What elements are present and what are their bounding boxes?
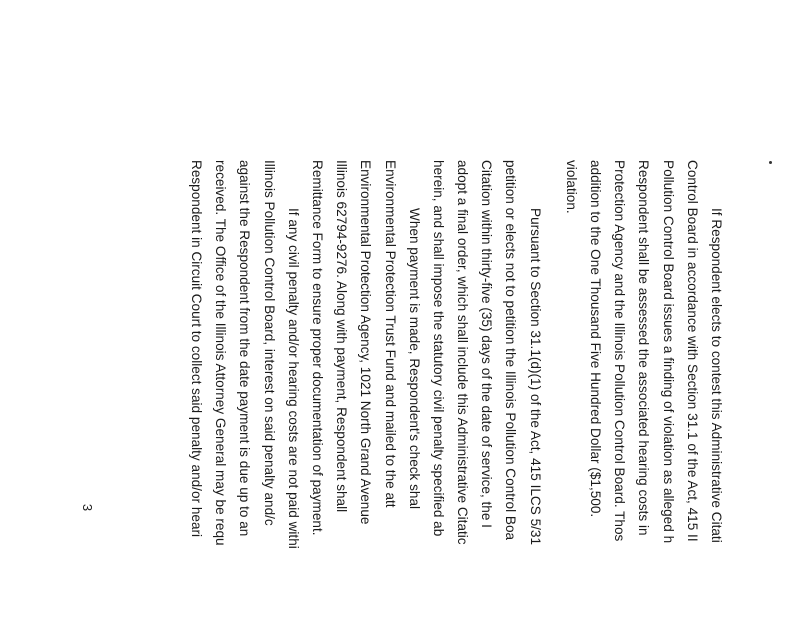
paragraph-line: against the Respondent from the date payment is due up to an <box>237 160 253 537</box>
paragraph-line: Control Board in accordance with Section 31.1 of the Act, 415 II <box>684 160 700 542</box>
paragraph-line: adopt a final order, which shall include this Administrative Citatic <box>455 160 471 545</box>
paragraph-line: Remittance Form to ensure proper documentation of payment. <box>310 160 325 536</box>
paragraph-line: Environmental Protection Trust Fund and mailed to the att <box>382 160 398 508</box>
paragraph-line: Environmental Protection Agency, 1021 North Grand Avenue <box>358 160 374 525</box>
paragraph-line: Illinois Pollution Control Board, interest on said penalty and/c <box>261 160 277 526</box>
paragraph-line: Illinois 62794-9276. Along with payment, Respondent shall <box>334 160 350 513</box>
paragraph-line: Pursuant to Section 31.1(d)(1) of the Act, 415 ILCS 5/31 <box>527 208 543 546</box>
paragraph-line: violation. <box>563 160 579 214</box>
page-number: 3 <box>80 503 96 512</box>
paragraph-line: Citation within thirty-five (35) days of the date of service, the I <box>479 160 495 528</box>
paragraph-line: petition or elects not to petition the Illinois Pollution Control Boa <box>503 160 519 541</box>
paragraph-line: When payment is made, Respondent's check shal <box>406 208 422 510</box>
paragraph-line: If Respondent elects to contest this Administrative Citati <box>709 208 724 543</box>
paragraph-line: herein, and shall impose the statutory civil penalty specified ab <box>430 160 446 537</box>
paragraph-line: Respondent in Circuit Court to collect said penalty and/or heari <box>189 160 205 538</box>
paragraph-line: received. The Office of the Illinois Attorney General may be requ <box>213 160 229 546</box>
paragraph-line: addition to the One Thousand Five Hundred Dollar ($1,500. <box>588 160 604 518</box>
scan-speck <box>769 161 772 164</box>
paragraph-line: Pollution Control Board issues a finding of violation as alleged h <box>660 160 676 544</box>
paragraph-line: Protection Agency and the Illinois Pollution Control Board. Thos <box>612 160 628 542</box>
paragraph-line: Respondent shall be assessed the associated hearing costs in <box>636 160 652 536</box>
paragraph-line: If any civil penalty and/or hearing costs are not paid withi <box>285 208 301 549</box>
document-body <box>184 0 728 618</box>
